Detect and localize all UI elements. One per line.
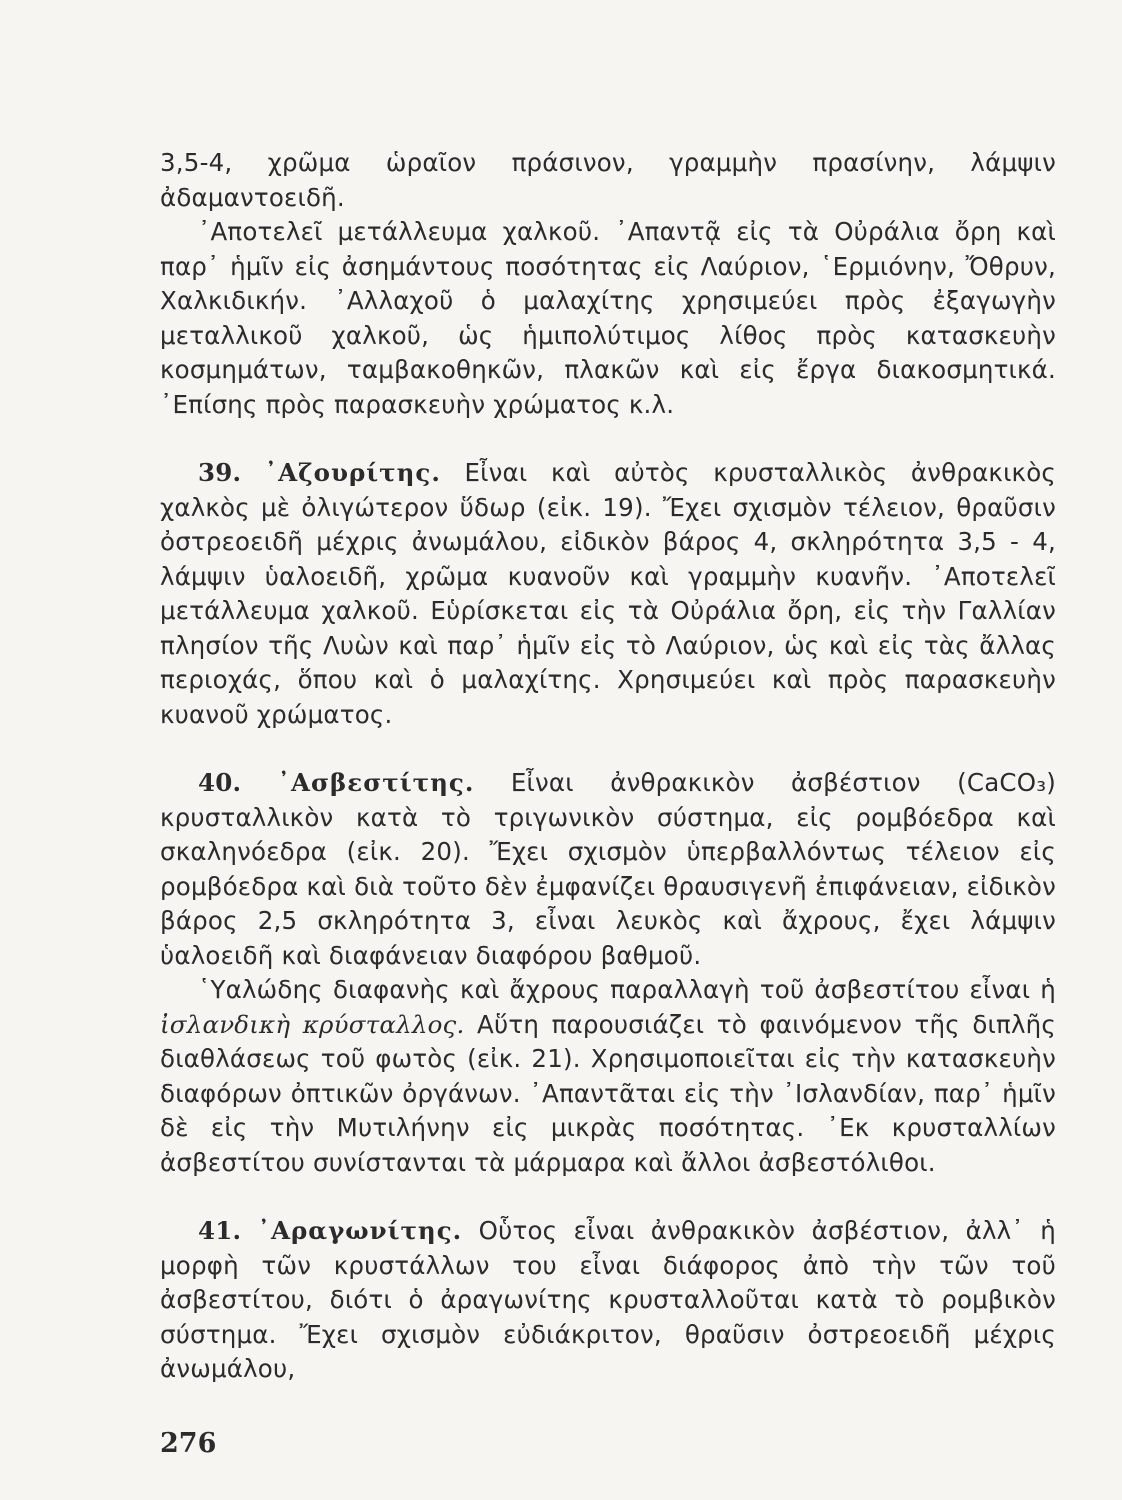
paragraph-malachite-end: 3,5-4, χρῶμα ὡραῖον πράσινον, γραμμὴν πρασίνην, λάμψιν ἀδαμαντοειδῆ. [160,148,1056,212]
page-number: 276 [160,1428,217,1459]
section-text: Εἶναι ἀνθρακικὸν ἀσβέστιον (CaCO₃) κρυσταλλικὸν κατὰ τὸ τριγωνικὸν σύστημα, εἰς ρομβόεδρα καὶ σκαληνόεδρα (εἰκ. 20). Ἔχει σχισμὸν ὑπερβαλλόντως τέλειον εἰς ρομβόεδρα καὶ διὰ τοῦτο δὲν ἐμφανίζει θραυσιγενῆ ἐπιφάνειαν, εἰδικὸν βάρος 2,5 σκληρότητα 3, εἶναι λευκὸς καὶ ἄχρους, ἔχει λάμψιν ὑαλοειδῆ καὶ διαφάνειαν διαφόρου βαθμοῦ. [160,768,1056,970]
section-40-calcite [160,766,1056,973]
section-number: 41. [198,1216,242,1245]
italic-term: ἰσλανδικὴ κρύσταλλος. [160,1009,465,1039]
section-number: 39. [198,458,242,487]
section-term: ᾿Αζουρίτης. [264,458,441,487]
section-39-azurite [160,456,1056,732]
section-number: 40. [198,768,242,797]
paragraph-text: Αὕτη παρουσιάζει τὸ φαινόμενον τῆς διπλῆς διαθλάσεως τοῦ φωτὸς (εἰκ. 21). Χρησιμοποιεῖται εἰς τὴν κατασκευὴν διαφόρων ὀπτικῶν ὀργάνων. ᾿Απαντᾶται εἰς τὴν ᾿Ισλανδίαν, παρ᾿ ἡμῖν δὲ εἰς τὴν Μυτιλήνην εἰς μικρὰς ποσότητας. ᾿Εκ κρυσταλλίων ἀσβεστίτου συνίστανται τὰ μάρμαρα καὶ ἄλλοι ἀσβεστόλιθοι. [160,1009,1056,1177]
paragraph-text: ῾Υαλώδης διαφανὴς καὶ ἄχρους παραλλαγὴ τοῦ ἀσβεστίτου εἶναι ἡ [198,975,1056,1004]
section-text: Εἶναι καὶ αὐτὸς κρυσταλλικὸς ἀνθρακικὸς χαλκὸς μὲ ὀλιγώτερον ὕδωρ (εἰκ. 19). Ἔχει σχισμὸν τέλειον, θραῦσιν ὀστρεοειδῆ μέχρις ἀνωμάλου, εἰδικὸν βάρος 4, σκληρότητα 3,5 - 4, λάμψιν ὑαλοειδῆ, χρῶμα κυανοῦν καὶ γραμμὴν κυανῆν. ᾿Αποτελεῖ μετάλλευμα χαλκοῦ. Εὑρίσκεται εἰς τὰ Οὐράλια ὄρη, εἰς τὴν Γαλλίαν πλησίον τῆς Λυὼν καὶ παρ᾿ ἡμῖν εἰς τὸ Λαύριον, ὡς καὶ εἰς τὰς ἄλλας περιοχάς, ὅπου καὶ ὁ μαλαχίτης. Χρησιμεύει καὶ πρὸς παρασκευὴν κυανοῦ χρώματος. [160,458,1056,729]
section-41-aragonite [160,1214,1056,1387]
page-body [160,146,1056,1387]
paragraph-iceland-spar [160,973,1056,1180]
paragraph-malachite-uses: ᾿Αποτελεῖ μετάλλευμα χαλκοῦ. ᾿Απαντᾷ εἰς τὰ Οὐράλια ὄρη καὶ παρ᾿ ἡμῖν εἰς ἀσημάντους ποσότητας εἰς Λαύριον, ῾Ερμιόνην, Ὄθρυν, Χαλκιδικήν. ᾿Αλλαχοῦ ὁ μαλαχίτης χρησιμεύει πρὸς ἐξαγωγὴν μεταλλικοῦ χαλκοῦ, ὡς ἡμιπολύτιμος λίθος πρὸς κατασκευὴν κοσμημάτων, ταμβακοθηκῶν, πλακῶν καὶ εἰς ἔργα διακοσμητικά. ᾿Επίσης πρὸς παρασκευὴν χρώματος κ.λ. [160,217,1056,419]
section-term: ᾿Αραγωνίτης. [257,1216,463,1245]
section-text: Οὗτος εἶναι ἀνθρακικὸν ἀσβέστιον, ἀλλ᾿ ἡ μορφὴ τῶν κρυστάλλων του εἶναι διάφορος ἀπὸ τὴν τῶν τοῦ ἀσβεστίτου, διότι ὁ ἀραγωνίτης κρυσταλλοῦται κατὰ τὸ ρομβικὸν σύστημα. Ἔχει σχισμὸν εὐδιάκριτον, θραῦσιν ὀστρεοειδῆ μέχρις ἀνωμάλου, [160,1216,1056,1383]
section-term: ᾿Ασβεστίτης. [277,768,475,797]
